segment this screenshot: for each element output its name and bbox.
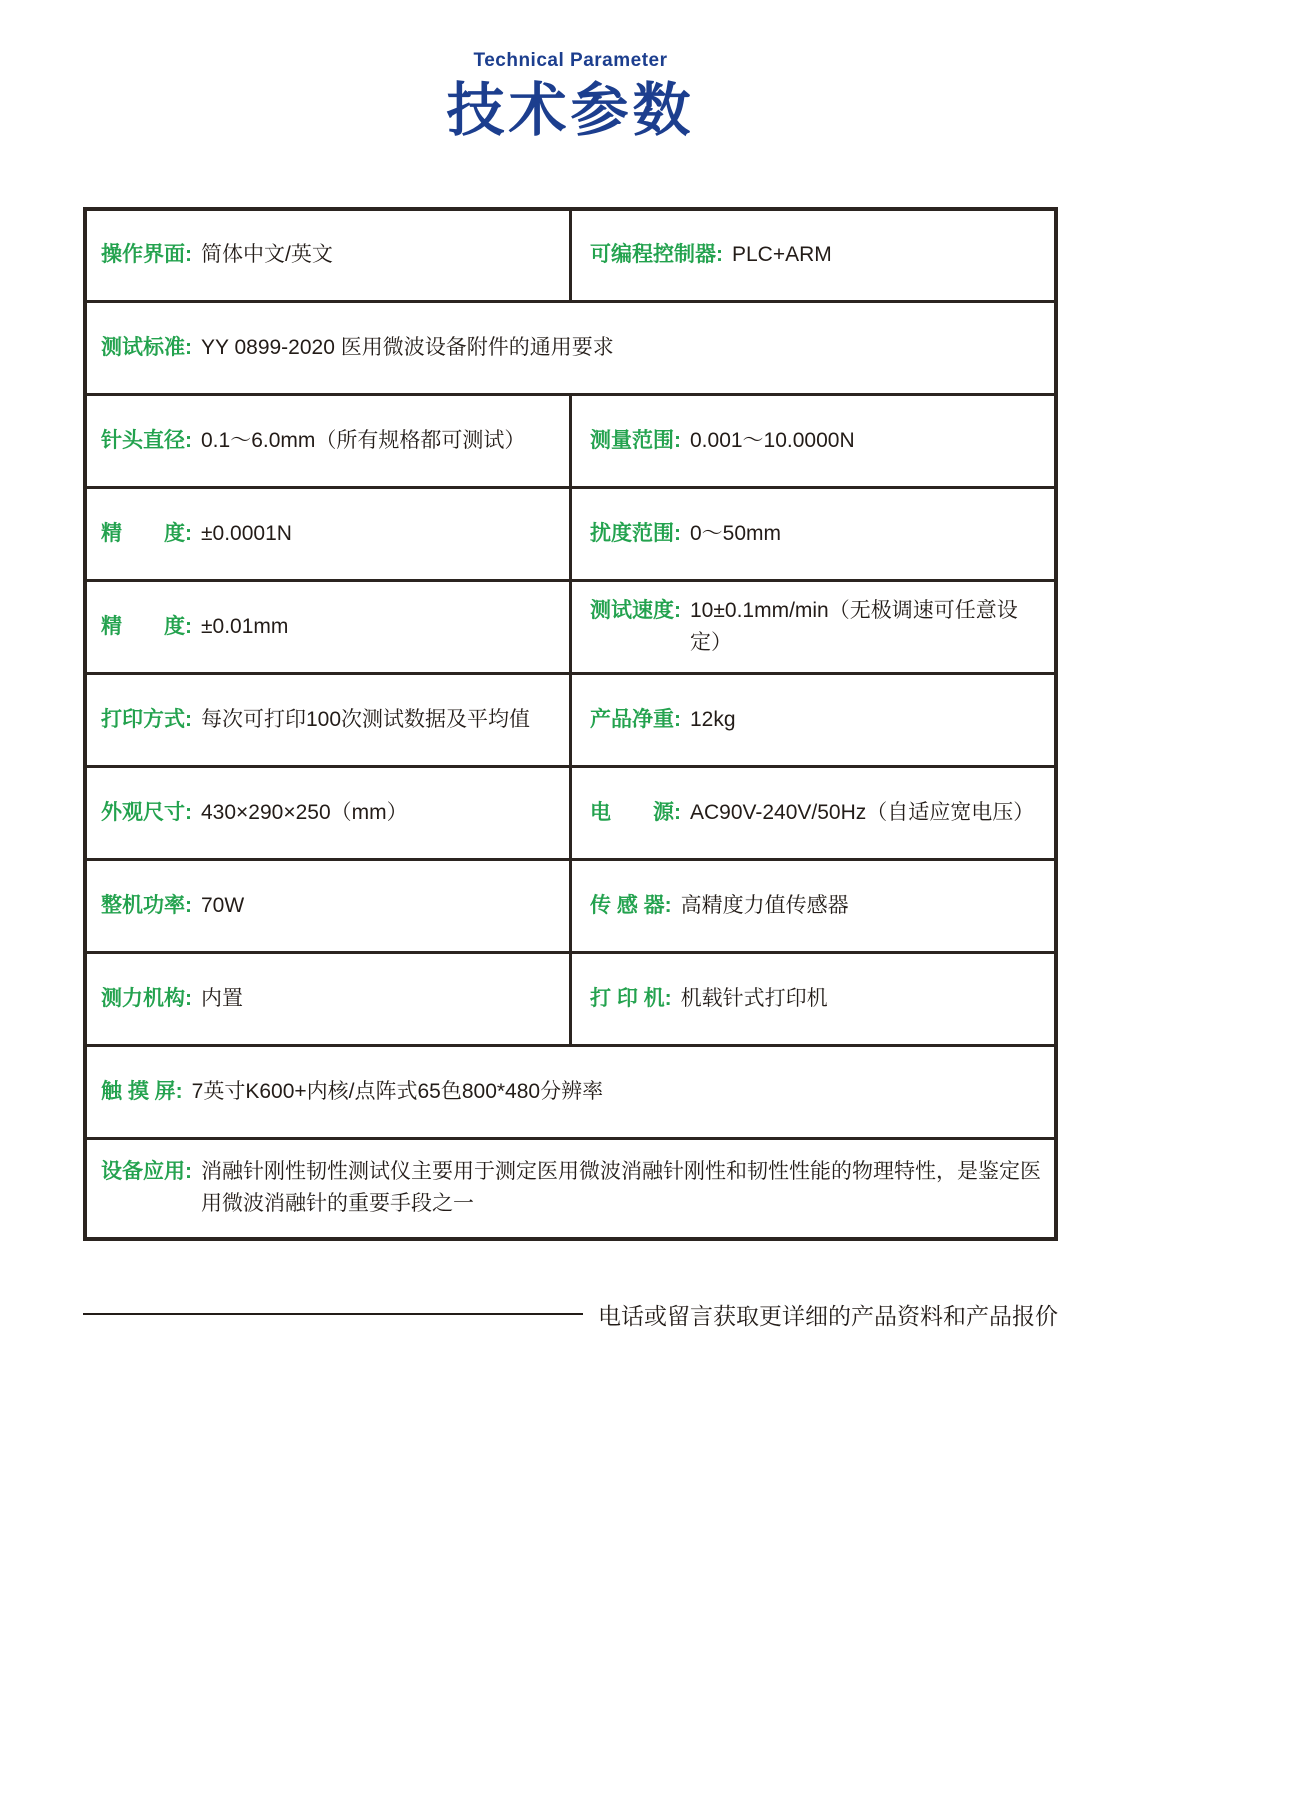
table-row bbox=[85, 209, 1056, 302]
table-row bbox=[85, 302, 1056, 395]
spec-label: 测力机构: bbox=[101, 986, 192, 1010]
content-column bbox=[83, 0, 1058, 1331]
spec-cell bbox=[571, 488, 1057, 581]
spec-label: 可编程控制器: bbox=[590, 243, 723, 267]
spec-label: 扰度范围: bbox=[590, 521, 681, 545]
spec-value: AC90V-240V/50Hz（自适应宽电压） bbox=[690, 800, 1035, 824]
spec-label: 传 感 器: bbox=[590, 893, 672, 917]
spec-value: YY 0899-2020 医用微波设备附件的通用要求 bbox=[201, 335, 614, 359]
spec-cell bbox=[571, 581, 1057, 674]
spec-label: 针头直径: bbox=[101, 428, 192, 452]
table-row bbox=[85, 581, 1056, 674]
table-row bbox=[85, 1046, 1056, 1139]
spec-label: 打 印 机: bbox=[590, 986, 672, 1010]
spec-table bbox=[83, 207, 1058, 1241]
spec-cell bbox=[85, 581, 571, 674]
footer bbox=[83, 1298, 1058, 1331]
spec-value: 10±0.1mm/min（无极调速可任意设定） bbox=[690, 598, 1018, 655]
spec-cell bbox=[85, 1139, 1056, 1239]
spec-value: 高精度力值传感器 bbox=[680, 893, 849, 917]
spec-label: 外观尺寸: bbox=[101, 800, 192, 824]
spec-value: 430×290×250（mm） bbox=[201, 800, 408, 824]
spec-cell bbox=[571, 395, 1057, 488]
spec-label: 产品净重: bbox=[590, 707, 681, 731]
spec-value: 每次可打印100次测试数据及平均值 bbox=[201, 707, 531, 731]
subtitle-english: Technical Parameter bbox=[473, 50, 668, 71]
spec-value: 12kg bbox=[690, 707, 736, 731]
spec-label: 电 源: bbox=[590, 800, 681, 824]
table-row bbox=[85, 395, 1056, 488]
spec-value: 机载针式打印机 bbox=[680, 986, 828, 1010]
spec-cell bbox=[571, 209, 1057, 302]
spec-cell bbox=[571, 860, 1057, 953]
spec-label: 操作界面: bbox=[101, 243, 192, 267]
spec-label: 触 摸 屏: bbox=[101, 1079, 183, 1103]
spec-value: 0.1～6.0mm（所有规格都可测试） bbox=[201, 428, 526, 452]
spec-label: 测量范围: bbox=[590, 428, 681, 452]
spec-cell bbox=[85, 674, 571, 767]
table-row bbox=[85, 1139, 1056, 1239]
spec-label: 测试速度: bbox=[590, 598, 681, 622]
table-row bbox=[85, 488, 1056, 581]
table-row bbox=[85, 674, 1056, 767]
spec-value: ±0.0001N bbox=[201, 521, 292, 545]
spec-cell bbox=[85, 209, 571, 302]
spec-label: 精 度: bbox=[101, 614, 192, 638]
page-header bbox=[83, 0, 1058, 145]
spec-value: 消融针刚性韧性测试仪主要用于测定医用微波消融针刚性和韧性性能的物理特性，是鉴定医用微波消融针的重要手段之一 bbox=[201, 1159, 1041, 1216]
spec-cell bbox=[571, 767, 1057, 860]
divider-line bbox=[83, 1313, 583, 1315]
spec-cell bbox=[85, 1046, 1056, 1139]
spec-value: 7英寸K600+内核/点阵式65色800*480分辨率 bbox=[191, 1079, 604, 1103]
spec-value: PLC+ARM bbox=[732, 243, 832, 267]
spec-label: 整机功率: bbox=[101, 893, 192, 917]
table-row bbox=[85, 767, 1056, 860]
spec-cell bbox=[85, 953, 571, 1046]
spec-cell bbox=[571, 953, 1057, 1046]
spec-cell bbox=[571, 674, 1057, 767]
table-row bbox=[85, 860, 1056, 953]
spec-label: 打印方式: bbox=[101, 707, 192, 731]
spec-cell bbox=[85, 767, 571, 860]
footer-note: 电话或留言获取更详细的产品资料和产品报价 bbox=[598, 1302, 1058, 1329]
spec-cell bbox=[85, 302, 1056, 395]
page-title: 技术参数 bbox=[446, 78, 695, 143]
spec-label: 精 度: bbox=[101, 521, 192, 545]
spec-value: ±0.01mm bbox=[201, 614, 289, 638]
spec-value: 内置 bbox=[201, 986, 243, 1010]
spec-value: 70W bbox=[201, 893, 245, 917]
spec-value: 0～50mm bbox=[690, 521, 782, 545]
table-row bbox=[85, 953, 1056, 1046]
spec-value: 0.001～10.0000N bbox=[690, 428, 855, 452]
spec-cell bbox=[85, 395, 571, 488]
spec-cell bbox=[85, 488, 571, 581]
spec-label: 设备应用: bbox=[101, 1159, 192, 1183]
spec-cell bbox=[85, 860, 571, 953]
spec-label: 测试标准: bbox=[101, 335, 192, 359]
spec-value: 简体中文/英文 bbox=[201, 243, 333, 267]
